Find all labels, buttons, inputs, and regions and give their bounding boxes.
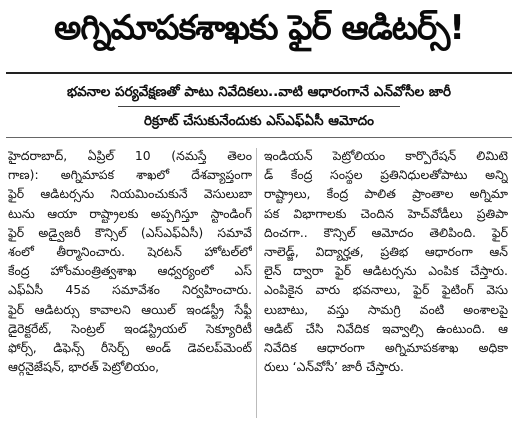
column-separator [256,148,257,418]
right-column-line: రులు ‘ఎన్‌వోసీ’ జారీ చేస్తారు. [264,359,404,375]
right-column-line: డ్ కేంద్ర సంస్థల ప్రతినిధులతోపాటు అన్ని [264,167,508,183]
deck-divider [118,106,400,107]
right-column-line: ఎంపికైన వారు భవనాలు, ఫైర్ ఫైటింగ్ వెసు [264,282,508,298]
right-column-line: నివేదిక ఆధారంగా అగ్నిమాపకశాఖ అధికా [264,340,508,356]
body-divider [6,137,512,138]
right-column-line: పక విభాగాలకు చెందిన హెచ్‌వోడీలు ప్రతిపా [264,205,508,221]
left-column-line: ఫైర్ ఆడిటర్సను నియమించుకునే వెసులుబా [8,186,252,202]
right-column-line: లుబాటు, వస్తు సామగ్రి వంటి అంశాలపై [264,301,508,317]
left-column-line: టును ఆయా రాష్ట్రాలకు అప్పగిస్తూ స్టాండింగ్ [8,205,252,221]
subheadline-1: భవనాల పర్యవేక్షణతో పాటు నివేదికలు..వాటి ఆధారంగానే ఎన్‌వోసీల జారీ [66,84,452,100]
left-column-line: డైరెక్టరేట్, సెంట్రల్ ఇండస్ట్రియల్ సెక్యూరిటీ [8,320,252,336]
right-column-line: రాష్ట్రాలు, కేంద్ర పాలిత ప్రాంతాల అగ్నిమా [264,186,508,202]
left-column-line: ఫోర్స్, డిఫెన్స్ రీసెర్చ్ అండ్ డెవలప్‌మెంట్ [8,340,252,356]
article-body-right-column [264,146,508,376]
left-column-line: ఎఫ్ఏసీ 45వ సమావేశం నిర్వహించారు. [8,282,252,298]
left-column-line: ఆర్గనైజేషన్, భారత్ పెట్రోలియం, [8,359,160,375]
right-column-line: లైన్ ద్వారా ఫైర్ ఆడిటర్సను ఎంపిక చేస్తారు. [264,263,508,279]
right-column-line: నాలెడ్జ్, విద్యార్హత, ప్రతిభ ఆధారంగా ఆన్ [264,244,508,260]
article-body-left-column [8,146,252,376]
left-column-line: ఫైర్ అడ్వైజరీ కౌన్సిల్ (ఎస్ఎఫ్ఏసీ) సమావే [8,224,252,240]
right-column-line: దించగా.. కౌన్సిల్ ఆమోదం తెలిపింది. ఫైర్ [264,224,508,240]
right-column-line: ఆడిట్ చేసి నివేదిక ఇవ్వాల్సి ఉంటుంది. ఆ [264,320,508,336]
left-column-line: కేంద్ర హోంమంత్రిత్వశాఖ ఆధ్వర్యంలో ఎస్ [8,263,252,279]
left-column-line: గాణ): అగ్నిమాపక శాఖలో దేశవ్యాప్తంగా [8,167,252,183]
subheadline-2: రిక్రూట్ చేసుకునేందుకు ఎస్ఎఫ్ఏసీ ఆమోదం [143,113,375,129]
headline: అగ్నిమాపకశాఖకు ఫైర్ ఆడిటర్స్! [54,8,464,48]
left-column-line: శంలో తీర్మానించారు. షెరటన్ హోటల్‌లో [8,244,252,260]
left-column-line: హైదరాబాద్, ఏప్రిల్ 10 (నమస్తే తెలం [8,148,252,163]
right-column-line: ఇండియన్ పెట్రోలియం కార్పొరేషన్ లిమిటె [264,148,508,163]
top-divider [6,72,512,74]
left-column-line: ఫైర్ ఆడిటర్సు కావాలని ఆయిల్ ఇండస్ట్రీ సేఫ్టీ [8,301,252,317]
